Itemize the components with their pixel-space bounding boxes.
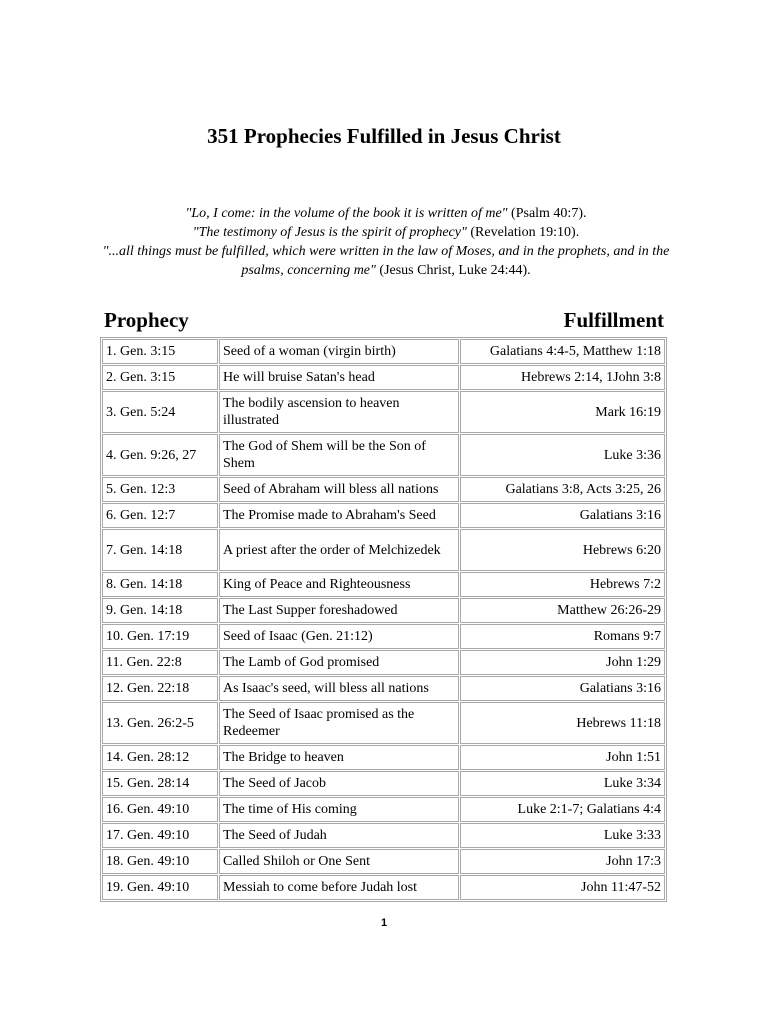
prophecy-reference-cell: 10. Gen. 17:19 — [102, 624, 218, 649]
table-row — [102, 745, 665, 770]
fulfillment-reference-cell: Luke 2:1-7; Galatians 4:4 — [460, 797, 665, 822]
table-row — [102, 529, 665, 571]
page-title: 351 Prophecies Fulfilled in Jesus Christ — [207, 124, 561, 148]
prophecy-description-cell: Seed of Isaac (Gen. 21:12) — [219, 624, 459, 649]
quote-reference: (Jesus Christ, Luke 24:44). — [375, 263, 531, 278]
prophecy-description-cell: He will bruise Satan's head — [219, 365, 459, 390]
prophecy-reference-cell: 3. Gen. 5:24 — [102, 391, 218, 433]
prophecy-description-cell: The time of His coming — [219, 797, 459, 822]
prophecy-description-cell: Messiah to come before Judah lost — [219, 875, 459, 900]
quote-text: "The testimony of Jesus is the spirit of prophecy" — [192, 225, 467, 240]
table-row — [102, 572, 665, 597]
prophecy-reference-cell: 2. Gen. 3:15 — [102, 365, 218, 390]
fulfillment-reference-cell: John 17:3 — [460, 849, 665, 874]
fulfillment-reference-cell: Mark 16:19 — [460, 391, 665, 433]
prophecy-reference-cell: 11. Gen. 22:8 — [102, 650, 218, 675]
quote-line — [96, 223, 676, 242]
prophecy-description-cell: As Isaac's seed, will bless all nations — [219, 676, 459, 701]
quote-text: "Lo, I come: in the volume of the book it is written of me" — [185, 206, 508, 221]
table-row — [102, 849, 665, 874]
prophecy-description-cell: A priest after the order of Melchizedek — [219, 529, 459, 571]
table-row — [102, 797, 665, 822]
fulfillment-reference-cell: Romans 9:7 — [460, 624, 665, 649]
heading-prophecy: Prophecy — [104, 308, 189, 332]
prophecy-reference-cell: 12. Gen. 22:18 — [102, 676, 218, 701]
prophecy-description-cell: The Lamb of God promised — [219, 650, 459, 675]
fulfillment-reference-cell: Luke 3:33 — [460, 823, 665, 848]
prophecy-reference-cell: 9. Gen. 14:18 — [102, 598, 218, 623]
table-row — [102, 365, 665, 390]
prophecy-description-cell: The Seed of Isaac promised as the Redeemer — [219, 702, 459, 744]
prophecy-reference-cell: 16. Gen. 49:10 — [102, 797, 218, 822]
prophecy-description-cell: The Last Supper foreshadowed — [219, 598, 459, 623]
table-row — [102, 676, 665, 701]
prophecy-reference-cell: 14. Gen. 28:12 — [102, 745, 218, 770]
fulfillment-reference-cell: Hebrews 11:18 — [460, 702, 665, 744]
prophecy-reference-cell: 8. Gen. 14:18 — [102, 572, 218, 597]
prophecy-reference-cell: 17. Gen. 49:10 — [102, 823, 218, 848]
table-row — [102, 339, 665, 364]
prophecy-reference-cell: 7. Gen. 14:18 — [102, 529, 218, 571]
prophecy-reference-cell: 5. Gen. 12:3 — [102, 477, 218, 502]
prophecy-description-cell: The God of Shem will be the Son of Shem — [219, 434, 459, 476]
heading-fulfillment: Fulfillment — [563, 308, 664, 332]
quote-reference: (Revelation 19:10). — [466, 225, 580, 240]
fulfillment-reference-cell: Galatians 3:16 — [460, 676, 665, 701]
table-row — [102, 391, 665, 433]
fulfillment-reference-cell: Hebrews 6:20 — [460, 529, 665, 571]
prophecy-reference-cell: 6. Gen. 12:7 — [102, 503, 218, 528]
prophecy-description-cell: The Bridge to heaven — [219, 745, 459, 770]
column-headings — [104, 308, 664, 336]
epigraph-quotes — [96, 204, 676, 280]
prophecy-description-cell: The Seed of Judah — [219, 823, 459, 848]
table-row — [102, 477, 665, 502]
prophecy-reference-cell: 13. Gen. 26:2-5 — [102, 702, 218, 744]
fulfillment-reference-cell: Hebrews 7:2 — [460, 572, 665, 597]
table-row — [102, 434, 665, 476]
page-number: 1 — [380, 917, 388, 929]
prophecy-description-cell: The bodily ascension to heaven illustrated — [219, 391, 459, 433]
table-row — [102, 771, 665, 796]
fulfillment-reference-cell: Luke 3:36 — [460, 434, 665, 476]
fulfillment-reference-cell: Galatians 3:16 — [460, 503, 665, 528]
prophecy-reference-cell: 18. Gen. 49:10 — [102, 849, 218, 874]
prophecy-description-cell: Seed of Abraham will bless all nations — [219, 477, 459, 502]
prophecy-description-cell: The Promise made to Abraham's Seed — [219, 503, 459, 528]
table-row — [102, 503, 665, 528]
table-row — [102, 702, 665, 744]
prophecy-description-cell: King of Peace and Righteousness — [219, 572, 459, 597]
quote-line — [96, 242, 676, 280]
prophecy-reference-cell: 1. Gen. 3:15 — [102, 339, 218, 364]
table-row — [102, 598, 665, 623]
prophecy-description-cell: Called Shiloh or One Sent — [219, 849, 459, 874]
prophecy-reference-cell: 4. Gen. 9:26, 27 — [102, 434, 218, 476]
prophecy-reference-cell: 19. Gen. 49:10 — [102, 875, 218, 900]
fulfillment-reference-cell: John 1:29 — [460, 650, 665, 675]
table-row — [102, 823, 665, 848]
prophecy-description-cell: The Seed of Jacob — [219, 771, 459, 796]
prophecy-description-cell: Seed of a woman (virgin birth) — [219, 339, 459, 364]
prophecy-table — [100, 337, 667, 902]
table-row — [102, 875, 665, 900]
prophecy-reference-cell: 15. Gen. 28:14 — [102, 771, 218, 796]
quote-text: "...all things must be fulfilled, which were written in the law of Moses, and in the prophets, and in the psalms, concerning me" — [102, 244, 670, 278]
table-row — [102, 650, 665, 675]
fulfillment-reference-cell: Luke 3:34 — [460, 771, 665, 796]
fulfillment-reference-cell: Matthew 26:26-29 — [460, 598, 665, 623]
fulfillment-reference-cell: John 1:51 — [460, 745, 665, 770]
quote-line — [96, 204, 676, 223]
fulfillment-reference-cell: Hebrews 2:14, 1John 3:8 — [460, 365, 665, 390]
fulfillment-reference-cell: John 11:47-52 — [460, 875, 665, 900]
table-row — [102, 624, 665, 649]
fulfillment-reference-cell: Galatians 3:8, Acts 3:25, 26 — [460, 477, 665, 502]
prophecy-table-body — [102, 339, 665, 900]
quote-reference: (Psalm 40:7). — [507, 206, 587, 221]
fulfillment-reference-cell: Galatians 4:4-5, Matthew 1:18 — [460, 339, 665, 364]
